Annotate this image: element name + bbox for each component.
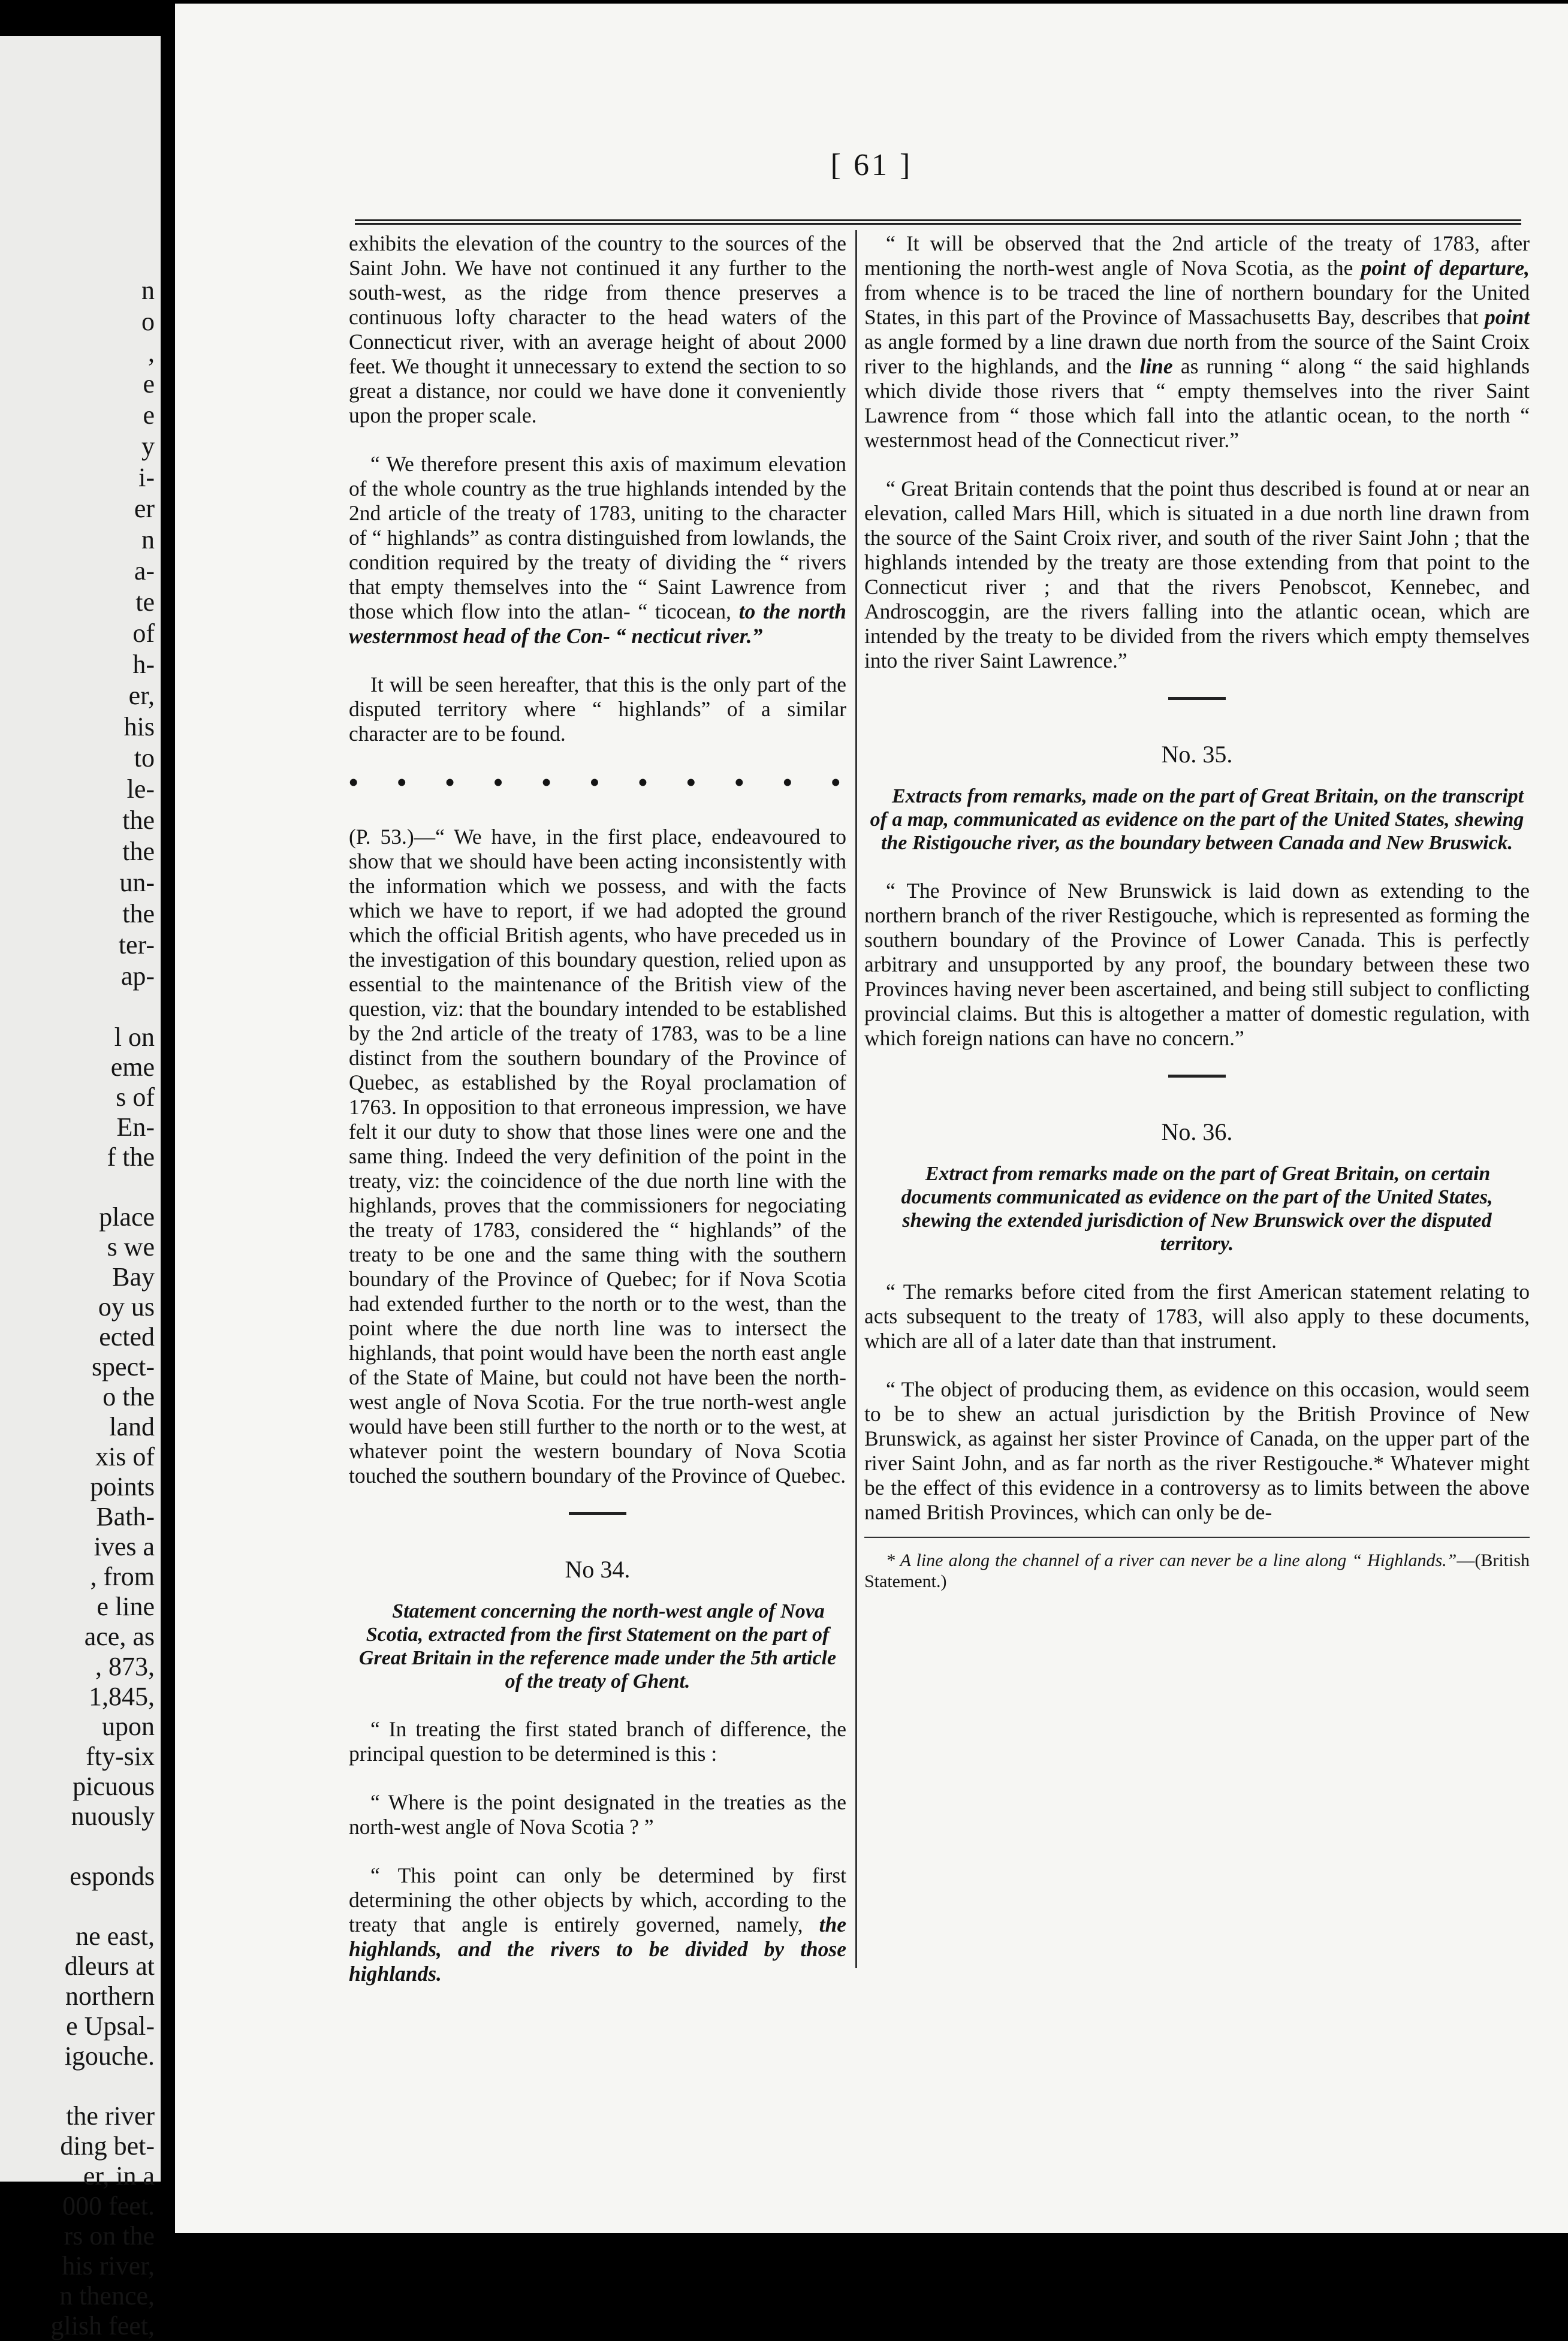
left-page-fragment: er, xyxy=(128,681,155,710)
ellipsis-dot: • xyxy=(349,768,358,797)
left-page-fragment: 000 feet. xyxy=(62,2191,155,2221)
emphasis-point: point xyxy=(1485,305,1530,329)
left-page-fragment: l on xyxy=(114,1022,155,1052)
left-page-fragment: ace, as xyxy=(84,1622,155,1651)
left-page-fragment: oy us xyxy=(98,1292,155,1322)
left-page-fragment: esponds xyxy=(70,1862,155,1891)
left-page-fragment: a- xyxy=(134,556,155,586)
left-page-fragment: En- xyxy=(116,1112,155,1142)
left-page-fragment: northern xyxy=(65,1981,155,2011)
left-page-fragment: i- xyxy=(138,463,155,492)
left-page-fragment: rs on the xyxy=(64,2221,155,2251)
left-page-fragment: his river, xyxy=(62,2251,155,2280)
paragraph-first-branch: “ In treating the first stated branch of difference, the principal question to be determined is this : xyxy=(349,1717,846,1766)
paragraph-great-britain-contends: “ Great Britain contends that the point thus described is found at or near an elevation, called Mars Hill, which is situated in a due north line drawn from the source of the Saint Croix river, and south of the river Saint John ; that the highlands intended by the treaty are those extending from that point to the Connecticut river ; and that the rivers Penobscot, Kennebec, and Androscoggin, are the rivers falling into the atlantic ocean, which are intended by the treaty to be divided from the rivers which empty themselves into the river Saint Lawrence.” xyxy=(864,476,1530,672)
heading-no-34: No 34. xyxy=(565,1556,631,1583)
left-page-fragment: ter- xyxy=(118,930,155,960)
emphasis-connecticut: to the north westernmost head of the Con- “ necticut river.” xyxy=(349,599,846,648)
adjacent-left-page xyxy=(0,36,161,2340)
left-page-fragment: picuous xyxy=(73,1772,155,1801)
ellipsis-dot: • xyxy=(445,768,455,797)
left-page-fragment: the river xyxy=(66,2101,155,2131)
right-column xyxy=(864,231,1530,1616)
ellipsis-dot: • xyxy=(783,768,792,797)
left-page-fragment: , xyxy=(148,338,155,367)
left-page-fragment: h- xyxy=(132,650,155,679)
left-page-fragment: n xyxy=(141,525,155,554)
ellipsis-dot: • xyxy=(734,768,744,797)
left-column xyxy=(349,231,846,2010)
left-page-fragment: ding bet- xyxy=(60,2131,155,2161)
page-number: [ 61 ] xyxy=(830,148,913,182)
left-page-fragment: Bath- xyxy=(96,1502,155,1531)
left-page-fragment: n xyxy=(141,276,155,305)
left-page-fragment: upon xyxy=(102,1712,155,1741)
ellipsis-dot: • xyxy=(638,768,648,797)
paragraph-highlands-only-part: It will be seen hereafter, that this is the only part of the disputed territory where “ highlands” of a similar character are to be found. xyxy=(349,672,846,746)
left-page-fragment: n thence, xyxy=(59,2281,155,2310)
ellipsis-dot: • xyxy=(686,768,696,797)
document-page xyxy=(175,4,1568,2233)
left-page-fragment: Bay xyxy=(112,1262,155,1292)
heading-no-36: No. 36. xyxy=(1161,1118,1233,1145)
left-page-fragment: , 873, xyxy=(95,1652,155,1681)
left-page-fragment: dleurs at xyxy=(64,1951,155,1981)
left-page-fragment: ap- xyxy=(120,961,155,991)
left-page-fragment: his xyxy=(123,712,155,741)
left-page-fragment: e xyxy=(143,369,155,399)
left-page-fragment: ected xyxy=(99,1322,155,1351)
left-page-fragment: nuously xyxy=(71,1802,155,1831)
paragraph-point-determined: “ This point can only be determined by first determining the other objects by which, according to the treaty that angle is entirely governed, namely, the highlands, and the rivers to be divided by those highlands. xyxy=(349,1863,847,1986)
paragraph-remarks-before-cited: “ The remarks before cited from the first American statement relating to acts subsequent to the treaty of 1783, will also apply to these documents, which are all of a later date than that instrument. xyxy=(864,1280,1530,1353)
ellipsis-dot: • xyxy=(831,768,840,797)
caption-no-36: Extract from remarks made on the part of Great Britain, on certain documents communicated as evidence on the part of the United States, shewing the extended jurisdiction of New Brunswick over the disputed territory. xyxy=(901,1163,1493,1255)
ellipsis-row xyxy=(349,770,846,795)
left-page-fragment: e Upsal- xyxy=(66,2011,155,2041)
left-page-fragment: un- xyxy=(119,868,155,897)
left-page-fragment: te xyxy=(135,587,155,617)
ellipsis-dot: • xyxy=(541,768,551,797)
left-page-fragment: s we xyxy=(107,1232,155,1262)
left-page-fragment: xis of xyxy=(95,1442,155,1471)
section-rule xyxy=(1168,1075,1226,1078)
left-page-fragment: e xyxy=(143,400,155,430)
header-double-rule xyxy=(355,219,1521,225)
left-page-fragment: er xyxy=(134,494,155,523)
left-page-fragment: s of xyxy=(116,1082,155,1112)
left-page-fragment: o xyxy=(141,307,155,336)
left-page-fragment: 1,845, xyxy=(89,1682,155,1711)
left-page-fragment: ives a xyxy=(94,1532,155,1561)
ellipsis-dot: • xyxy=(397,768,406,797)
paragraph-object-of-producing: “ The object of producing them, as evidence on this occasion, would seem to be to shew an actual jurisdiction by the British Province of New Brunswick, as against her sister Province of Canada, on the upper part of the river Saint John, and as far north as the river Restigouche.* Whatever might be the effect of this evidence in a controversy as to limits between the above named British Provinces, which can only be de- xyxy=(864,1377,1530,1524)
section-rule xyxy=(1168,697,1226,700)
left-page-fragment: eme xyxy=(110,1052,155,1082)
emphasis-line: line xyxy=(1139,354,1173,378)
paragraph-second-article: “ It will be observed that the 2nd article of the treaty of 1783, after mentioning the north-west angle of Nova Scotia, as the point of departure, from whence is to be traced the line of northern boundary for the United States, in this part of the Province of Massachusetts Bay, describes that point as angle formed by a line drawn due north from the source of the Saint Croix river to the highlands, and the line as running “ along “ the said highlands which divide those rivers that “ empty themselves into the river Saint Lawrence from “ those which fall into the atlantic ocean, to the north “ westernmost head of the Connecticut river.” xyxy=(864,231,1530,452)
left-page-fragment: y xyxy=(141,432,155,461)
paragraph-p53: (P. 53.)—“ We have, in the first place, endeavoured to show that we should have been acting inconsistently with the information which we possess, and with the facts which we have to report, if we had adopted the ground which the official British agents, who have preceded us in the investigation of this boundary question, relied upon as essential to the maintenance of the British view of the question, viz: that the boundary intended to be established by the 2nd article of the treaty of 1783, was to be a line distinct from the southern boundary of the Province of Quebec, as established by the Royal proclamation of 1763. In opposition to that erroneous impression, we have felt it our duty to show that those lines were one and the same thing. Indeed the very definition of the point in the treaty, viz: the coincidence of the due north line with the highlands, proves that the commissioners for negociating the treaty of 1783, considered the “ highlands” of the treaty to be one and the same thing with the southern boundary of the Province of Quebec; for if Nova Scotia had extended further to the north or to the west, than the point where the due north line was to intersect the highlands, that point would have been the north east angle of the State of Maine, but could not have been the north-west angle of Nova Scotia. For the true north-west angle would have been still further to the north or to the west, at whatever point the western boundary of Nova Scotia touched the southern boundary of the Province of Quebec. xyxy=(349,825,846,1488)
left-page-fragment: the xyxy=(122,899,155,928)
section-rule xyxy=(569,1512,626,1515)
heading-no-35: No. 35. xyxy=(1161,741,1233,768)
left-page-fragment: the xyxy=(122,837,155,866)
left-page-fragment: e line xyxy=(97,1592,155,1621)
caption-no-35: Extracts from remarks, made on the part of Great Britain, on the transcript of a map, communicated as evidence on the part of the United States, shewing the Ristigouche river, as the boundary between Canada and New Bruswick. xyxy=(870,785,1524,854)
left-page-fragment: o the xyxy=(102,1382,155,1411)
left-page-fragment: fty-six xyxy=(86,1742,155,1771)
left-page-fragment: er, in a xyxy=(83,2161,155,2191)
left-page-fragment: f the xyxy=(107,1142,155,1172)
ellipsis-dot: • xyxy=(590,768,599,797)
left-page-fragment: place xyxy=(99,1202,155,1232)
left-page-fragment: le- xyxy=(126,774,155,804)
left-page-fragment: igouche. xyxy=(64,2041,155,2071)
left-page-fragment: land xyxy=(109,1412,155,1441)
paragraph-axis-of-elevation: “ We therefore present this axis of maximum elevation of the whole country as the true highlands intended by the 2nd article of the treaty of 1783, uniting to the character of “ highlands” as contra distinguished from lowlands, the condition required by the treaty of dividing the “ rivers that empty themselves into the “ Saint Lawrence from those which flow into the atlan- “ ticocean, to the north westernmost head of the Con- “ necticut river.” xyxy=(349,452,846,648)
left-page-fragment: glish feet, xyxy=(50,2311,155,2340)
footnote: * A line along the channel of a river can never be a line along “ Highlands.”—(British Statement.) xyxy=(864,1550,1530,1591)
left-page-fragment: ne east, xyxy=(76,1921,155,1951)
caption-no-34: Statement concerning the north-west angle of Nova Scotia, extracted from the first Statement on the part of Great Britain in the reference made under the 5th article of the treaty of Ghent. xyxy=(358,1600,837,1693)
left-page-fragment: to xyxy=(134,743,155,773)
left-page-fragment: of xyxy=(132,619,155,648)
left-page-fragment: spect- xyxy=(91,1352,155,1381)
left-page-fragment: points xyxy=(90,1472,155,1501)
footnote-rule xyxy=(864,1537,1530,1538)
ellipsis-dot: • xyxy=(493,768,503,797)
paragraph-elevation: exhibits the elevation of the country to the sources of the Saint John. We have not continued it any further to the south-west, as the ridge from thence preserves a continuous lofty character to the head waters of the Connecticut river, with an average height of about 2000 feet. We thought it unnecessary to extend the section to so great a distance, nor could we have done it conveniently upon the proper scale. xyxy=(349,231,846,427)
left-page-fragment: the xyxy=(122,806,155,835)
left-page-fragment: , from xyxy=(90,1562,155,1591)
column-divider xyxy=(855,230,857,1968)
emphasis-highlands: the highlands, and the rivers to be divided by those highlands. xyxy=(349,1912,847,1986)
paragraph-new-brunswick: “ The Province of New Brunswick is laid down as extending to the northern branch of the river Restigouche, which is represented as forming the southern boundary of the Province of Lower Canada. This is perfectly arbitrary and unsupported by any proof, the boundary between these two Provinces having never been ascertained, and being still subject to conflicting provincial claims. But this is altogether a matter of domestic regulation, with which foreign nations can have no concern.” xyxy=(864,879,1530,1050)
emphasis-point-of-departure: point of departure, xyxy=(1361,256,1530,280)
paragraph-where-is-point: “ Where is the point designated in the treaties as the north-west angle of Nova Scotia ? ” xyxy=(349,1790,846,1839)
